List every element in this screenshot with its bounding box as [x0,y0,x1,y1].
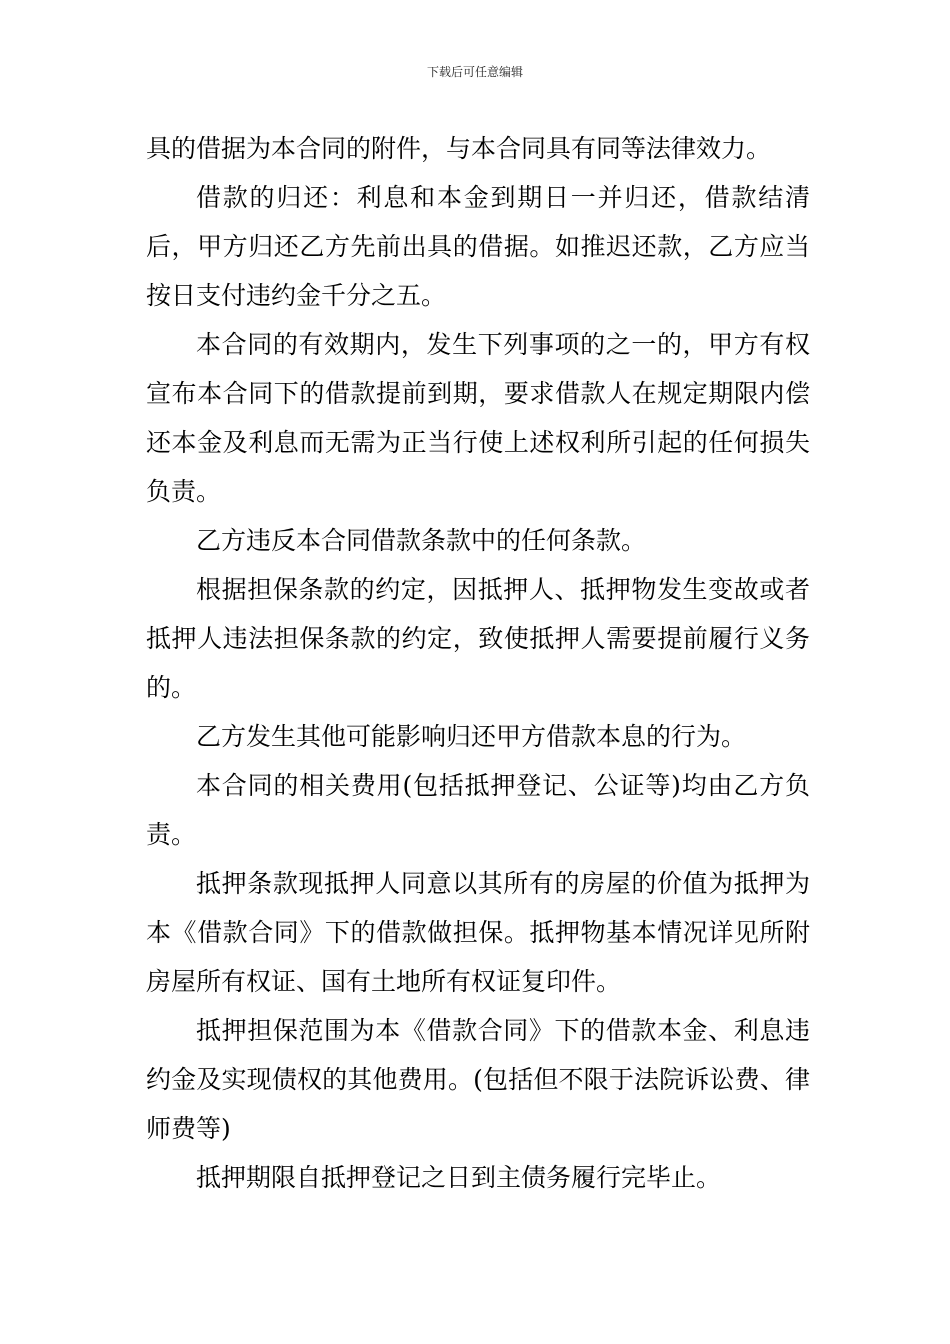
paragraph-guarantee-scope: 抵押担保范围为本《借款合同》下的借款本金、利息违约金及实现债权的其他费用。(包括但不限于法院诉讼费、律师费等) [146,1016,810,1143]
paragraph-early-maturity: 本合同的有效期内，发生下列事项的之一的，甲方有权宣布本合同下的借款提前到期，要求借款人在规定期限内偿还本金及利息而无需为正当行使上述权利所引起的任何损失负责。 [146,330,810,506]
paragraph-breach: 乙方违反本合同借款条款中的任何条款。 [196,526,647,555]
paragraph-collateral-change: 根据担保条款的约定，因抵押人、抵押物发生变故或者抵押人违法担保条款的约定，致使抵押人需要提前履行义务的。 [146,575,810,702]
paragraph-other-behavior: 乙方发生其他可能影响归还甲方借款本息的行为。 [196,722,747,751]
paragraph-fees: 本合同的相关费用(包括抵押登记、公证等)均由乙方负责。 [146,771,810,849]
paragraph-mortgage-period: 抵押期限自抵押登记之日到主债务履行完毕止。 [196,1163,722,1192]
paragraph-continuation: 具的借据为本合同的附件，与本合同具有同等法律效力。 [146,134,772,163]
paragraph-mortgage-terms: 抵押条款现抵押人同意以其所有的房屋的价值为抵押为本《借款合同》下的借款做担保。抵押物基本情况详见所附房屋所有权证、国有土地所有权证复印件。 [146,869,810,996]
page-header: 下载后可任意编辑 [426,65,523,79]
paragraph-repayment: 借款的归还：利息和本金到期日一并归还，借款结清后，甲方归还乙方先前出具的借据。如推迟还款，乙方应当按日支付违约金千分之五。 [146,183,810,310]
document-body [146,124,810,1202]
